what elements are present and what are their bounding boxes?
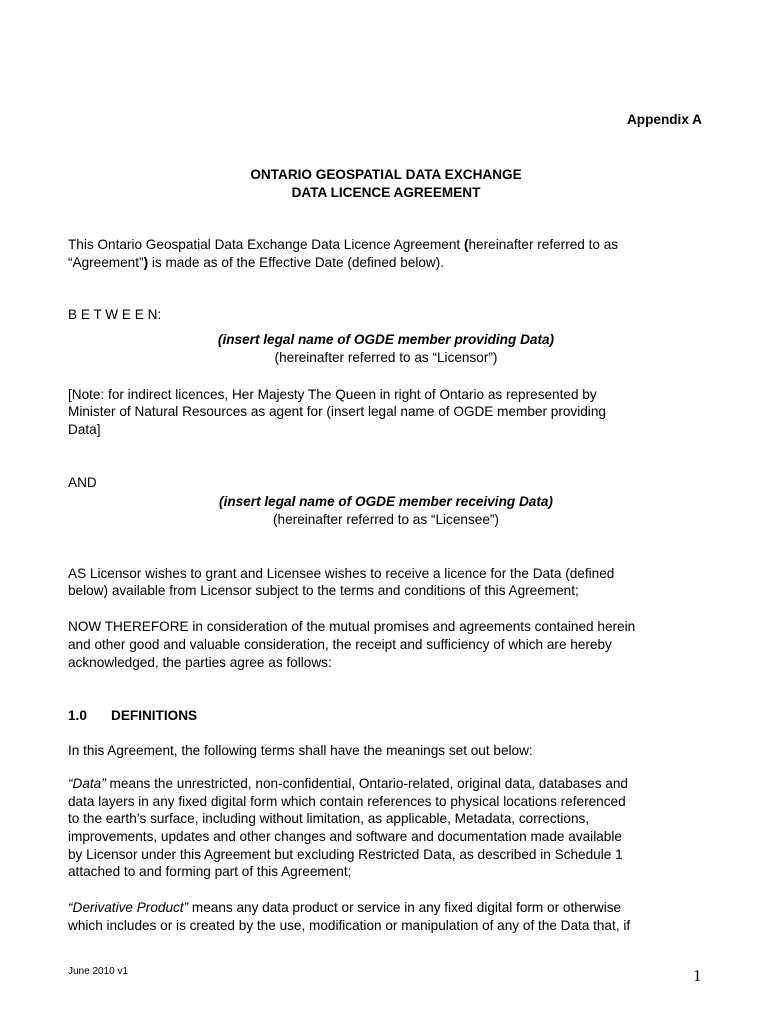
derivative-definition-line-1: [68, 899, 704, 917]
note-line-3: Data]: [68, 422, 101, 437]
derivative-term: “Derivative Product”: [68, 900, 189, 915]
definition-text: means any data product or service in any fixed digital form or otherwise: [188, 900, 622, 915]
licensee-name-placeholder: (insert legal name of OGDE member receiving Data): [219, 494, 553, 509]
data-definition-line-1: [68, 775, 704, 793]
note-line-1: [Note: for indirect licences, Her Majesty The Queen in right of Ontario as represented by: [68, 387, 597, 402]
intro-text: hereinafter referred to as: [468, 237, 619, 252]
appendix-label: Appendix A: [626, 112, 702, 127]
data-definition-line-2: data layers in any fixed digital form which contain references to physical locations referenced: [68, 794, 626, 809]
recital-now-line-1: NOW THEREFORE in consideration of the mutual promises and agreements contained herein: [68, 619, 636, 634]
between-label: B E T W E E N:: [68, 307, 162, 322]
recital-as-line-1: AS Licensor wishes to grant and Licensee wishes to receive a licence for the Data (defined: [68, 566, 615, 581]
definition-text: means the unrestricted, non-confidential, Ontario-related, original data, databases and: [105, 776, 628, 791]
licensor-reference: (hereinafter referred to as “Licensor”): [274, 350, 498, 365]
data-definition-line-6: attached to and forming part of this Agreement;: [68, 864, 352, 879]
licensor-name-placeholder: (insert legal name of OGDE member providing Data): [217, 332, 555, 347]
intro-text: is made as of the Effective Date (defined below).: [148, 255, 445, 270]
derivative-definition-line-2: which includes or is created by the use, modification or manipulation of any of the Data that, if: [68, 918, 631, 933]
section-heading: [68, 707, 704, 725]
title-line-2: DATA LICENCE AGREEMENT: [291, 185, 481, 200]
intro-line-2: [68, 254, 704, 272]
intro-line-1: [68, 236, 704, 254]
recital-now-line-2: and other good and valuable consideration, the receipt and sufficiency of which are hereby: [68, 637, 612, 652]
licensee-reference: (hereinafter referred to as “Licensee”): [273, 512, 499, 527]
and-label: AND: [68, 475, 97, 490]
page-number: 1: [693, 966, 702, 985]
data-definition-line-3: to the earth’s surface, including without limitation, as applicable, Metadata, corrections,: [68, 811, 590, 826]
title-line-1: ONTARIO GEOSPATIAL DATA EXCHANGE: [250, 167, 522, 182]
recital-now-line-3: acknowledged, the parties agree as follows:: [68, 655, 332, 670]
note-line-2: Minister of Natural Resources as agent for (insert legal name of OGDE member providing: [68, 404, 606, 419]
section-title: DEFINITIONS: [111, 708, 198, 723]
intro-paren-open: (: [463, 237, 469, 252]
definitions-intro: In this Agreement, the following terms shall have the meanings set out below:: [68, 743, 533, 758]
data-term: “Data”: [68, 776, 106, 791]
intro-paren-close: ): [143, 255, 149, 270]
footer-version: June 2010 v1: [68, 966, 129, 977]
intro-text: This Ontario Geospatial Data Exchange Data Licence Agreement: [68, 237, 464, 252]
agreement-term: “Agreement”: [68, 255, 144, 270]
data-definition-line-4: improvements, updates and other changes and software and documentation made available: [68, 829, 622, 844]
section-number: 1.0: [68, 708, 87, 723]
data-definition-line-5: by Licensor under this Agreement but excluding Restricted Data, as described in Schedule 1: [68, 847, 623, 862]
recital-as-line-2: below) available from Licensor subject to the terms and conditions of this Agreement;: [68, 583, 579, 598]
